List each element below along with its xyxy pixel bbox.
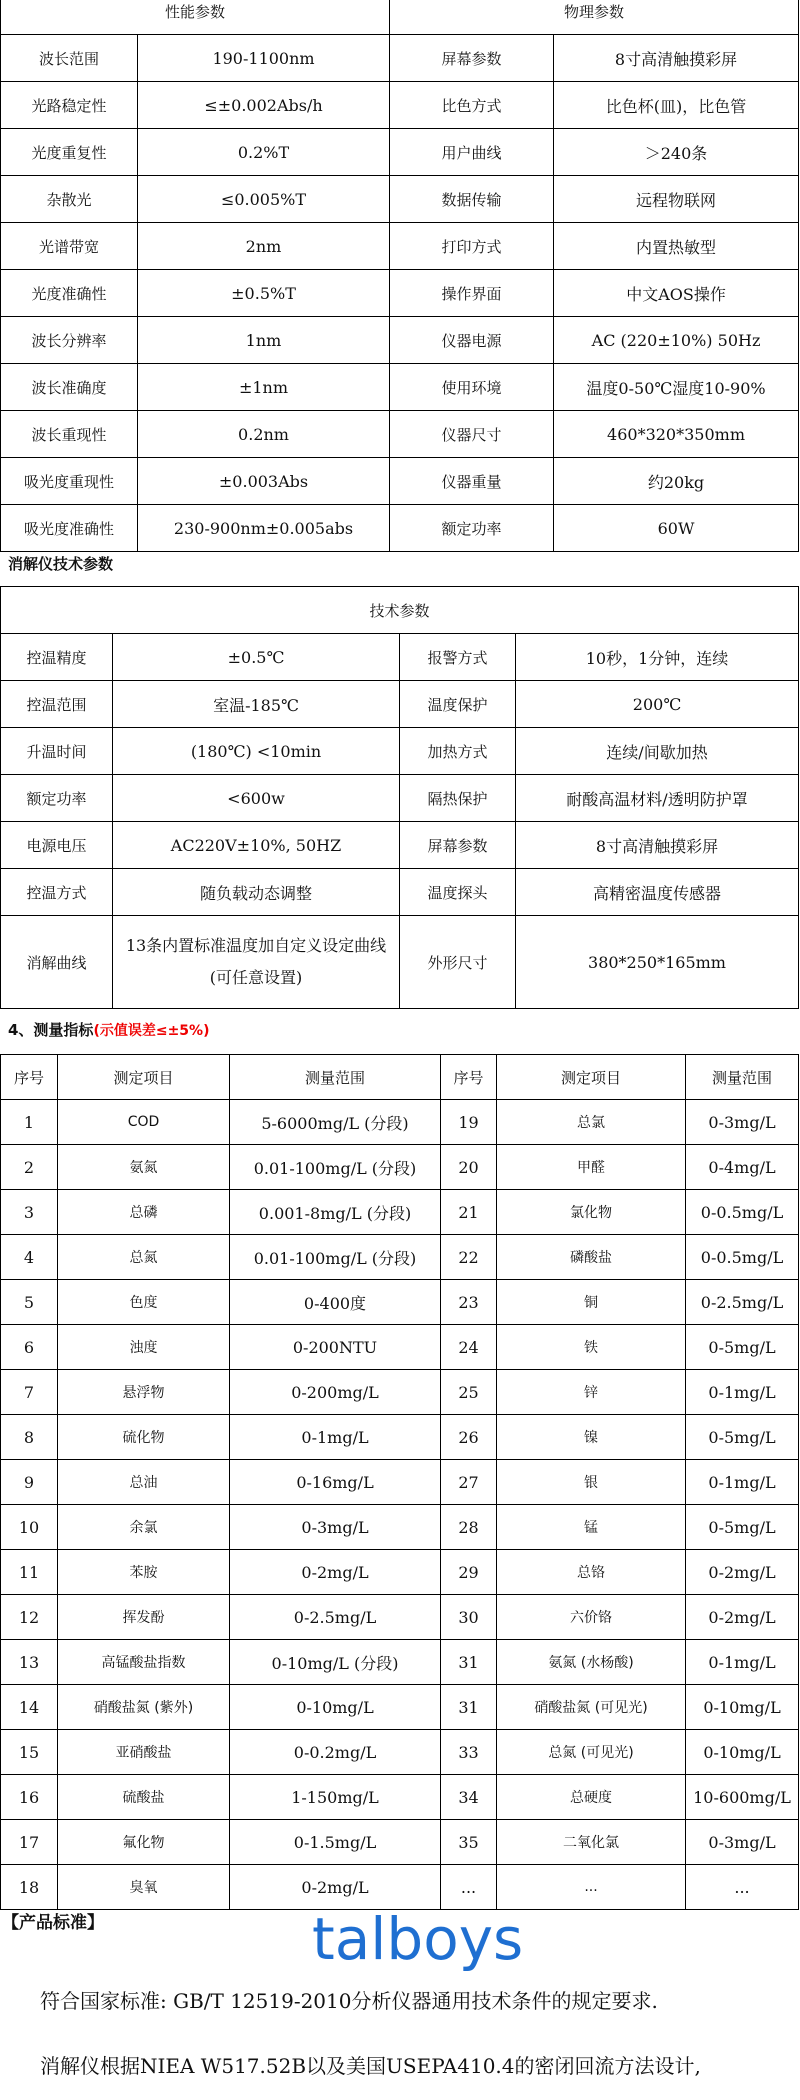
table-row	[1, 1730, 799, 1775]
index-cell: 14	[1, 1685, 58, 1730]
item-cell: 硝酸盐氮 (紫外)	[58, 1685, 230, 1730]
index-cell: 15	[1, 1730, 58, 1775]
table-row	[1, 505, 799, 552]
param-value: 13条内置标准温度加自定义设定曲线 (可任意设置)	[113, 916, 400, 1009]
item-cell: 氨氮	[58, 1145, 230, 1190]
param-label: 控温范围	[1, 681, 113, 728]
param-label: 光谱带宽	[1, 223, 138, 270]
range-cell: 0-2mg/L	[230, 1550, 441, 1595]
measure-section-title	[8, 1019, 209, 1040]
index-cell: 1	[1, 1100, 58, 1145]
param-label: 控温方式	[1, 869, 113, 916]
item-cell: 硫化物	[58, 1415, 230, 1460]
param-value: 高精密温度传感器	[516, 869, 799, 916]
range-cell: 0-2mg/L	[686, 1550, 799, 1595]
range-cell: 0-3mg/L	[686, 1100, 799, 1145]
range-cell: ...	[686, 1865, 799, 1910]
item-cell: 总氯	[497, 1100, 686, 1145]
table-row	[1, 681, 799, 728]
table-row	[1, 1190, 799, 1235]
range-cell: 0-5mg/L	[686, 1325, 799, 1370]
table-row	[1, 1505, 799, 1550]
param-label: 升温时间	[1, 728, 113, 775]
item-cell: 臭氧	[58, 1865, 230, 1910]
range-cell: 5-6000mg/L (分段)	[230, 1100, 441, 1145]
standard-section-title: 【产品标准】	[2, 1913, 104, 1933]
item-cell: 总氮 (可见光)	[497, 1730, 686, 1775]
index-cell: 31	[441, 1640, 497, 1685]
param-value: ≤0.005%T	[138, 176, 390, 223]
table-row	[1, 1280, 799, 1325]
range-cell: 0-4mg/L	[686, 1145, 799, 1190]
header-technical: 技术参数	[1, 587, 799, 634]
range-cell: 0-0.5mg/L	[686, 1235, 799, 1280]
table-row	[1, 1145, 799, 1190]
table-row	[1, 634, 799, 681]
param-label: 操作界面	[390, 270, 554, 317]
standard-line-2: 消解仪根据NIEA W517.52B以及美国USEPA410.4的密闭回流方法设计,	[40, 2054, 701, 2078]
param-value: ±1nm	[138, 364, 390, 411]
param-label: 使用环境	[390, 364, 554, 411]
table-row	[1, 1415, 799, 1460]
table-row	[1, 129, 799, 176]
logo-text: talboys	[312, 1905, 524, 1973]
table-row	[1, 317, 799, 364]
param-value: (180℃) <10min	[113, 728, 400, 775]
param-value: 约20kg	[554, 458, 799, 505]
param-label: 打印方式	[390, 223, 554, 270]
param-value: ±0.003Abs	[138, 458, 390, 505]
range-cell: 0-3mg/L	[230, 1505, 441, 1550]
param-label: 消解曲线	[1, 916, 113, 1009]
param-label: 加热方式	[400, 728, 516, 775]
table-row	[1, 1370, 799, 1415]
param-label: 温度保护	[400, 681, 516, 728]
table-row	[1, 1100, 799, 1145]
param-label: 吸光度准确性	[1, 505, 138, 552]
table-row	[1, 1775, 799, 1820]
param-label: 光路稳定性	[1, 82, 138, 129]
column-header: 测定项目	[58, 1055, 230, 1100]
range-cell: 10-600mg/L	[686, 1775, 799, 1820]
param-value: 比色杯(皿)，比色管	[554, 82, 799, 129]
table-row	[1, 458, 799, 505]
index-cell: 30	[441, 1595, 497, 1640]
index-cell: 2	[1, 1145, 58, 1190]
item-cell: 总铬	[497, 1550, 686, 1595]
param-value: 230-900nm±0.005abs	[138, 505, 390, 552]
range-cell: 0.001-8mg/L (分段)	[230, 1190, 441, 1235]
range-cell: 0-1mg/L	[686, 1640, 799, 1685]
range-cell: 0-0.5mg/L	[686, 1190, 799, 1235]
param-value: ±0.5%T	[138, 270, 390, 317]
table-header-row	[1, 587, 799, 634]
item-cell: COD	[58, 1100, 230, 1145]
digester-section-title: 消解仪技术参数	[8, 555, 114, 573]
range-cell: 0-10mg/L	[686, 1685, 799, 1730]
range-cell: 1-150mg/L	[230, 1775, 441, 1820]
index-cell: 28	[441, 1505, 497, 1550]
param-value: 温度0-50℃湿度10-90%	[554, 364, 799, 411]
table-row	[1, 822, 799, 869]
index-cell: 4	[1, 1235, 58, 1280]
table-header-row	[1, 1055, 799, 1100]
param-label: 仪器尺寸	[390, 411, 554, 458]
param-label: 报警方式	[400, 634, 516, 681]
item-cell: 总油	[58, 1460, 230, 1505]
param-label: 电源电压	[1, 822, 113, 869]
range-cell: 0-1mg/L	[686, 1460, 799, 1505]
item-cell: 亚硝酸盐	[58, 1730, 230, 1775]
table-row	[1, 176, 799, 223]
param-label: 屏幕参数	[390, 35, 554, 82]
index-cell: 6	[1, 1325, 58, 1370]
param-value: 随负载动态调整	[113, 869, 400, 916]
table-row	[1, 1595, 799, 1640]
index-cell: 3	[1, 1190, 58, 1235]
measurement-table	[0, 1054, 799, 1910]
param-label: 用户曲线	[390, 129, 554, 176]
index-cell: 34	[441, 1775, 497, 1820]
param-label: 吸光度重现性	[1, 458, 138, 505]
index-cell: 11	[1, 1550, 58, 1595]
item-cell: 铜	[497, 1280, 686, 1325]
standard-line-1: 符合国家标准: GB/T 12519-2010分析仪器通用技术条件的规定要求.	[40, 1989, 658, 2013]
item-cell: 锌	[497, 1370, 686, 1415]
range-cell: 0-3mg/L	[686, 1820, 799, 1865]
column-header: 序号	[1, 1055, 58, 1100]
table-row	[1, 1865, 799, 1910]
item-cell: 氨氮 (水杨酸)	[497, 1640, 686, 1685]
param-value: ≤±0.002Abs/h	[138, 82, 390, 129]
item-cell: 锰	[497, 1505, 686, 1550]
index-cell: 20	[441, 1145, 497, 1190]
index-cell: 24	[441, 1325, 497, 1370]
index-cell: 35	[441, 1820, 497, 1865]
range-cell: 0-200NTU	[230, 1325, 441, 1370]
table-header-row	[1, 0, 799, 35]
item-cell: 硫酸盐	[58, 1775, 230, 1820]
table-row	[1, 1820, 799, 1865]
item-cell: 总硬度	[497, 1775, 686, 1820]
index-cell: 10	[1, 1505, 58, 1550]
table-row	[1, 775, 799, 822]
param-label: 隔热保护	[400, 775, 516, 822]
column-header: 序号	[441, 1055, 497, 1100]
param-value: 10秒，1分钟，连续	[516, 634, 799, 681]
range-cell: 0-5mg/L	[686, 1505, 799, 1550]
param-value: ±0.5℃	[113, 634, 400, 681]
range-cell: 0-10mg/L	[686, 1730, 799, 1775]
header-performance: 性能参数	[1, 0, 390, 35]
index-cell: 9	[1, 1460, 58, 1505]
param-value: 中文AOS操作	[554, 270, 799, 317]
item-cell: 浊度	[58, 1325, 230, 1370]
param-value: 1nm	[138, 317, 390, 364]
range-cell: 0.01-100mg/L (分段)	[230, 1145, 441, 1190]
item-cell: 高锰酸盐指数	[58, 1640, 230, 1685]
table-row	[1, 1460, 799, 1505]
param-label: 控温精度	[1, 634, 113, 681]
range-cell: 0-2mg/L	[686, 1595, 799, 1640]
item-cell: 挥发酚	[58, 1595, 230, 1640]
range-cell: 0-10mg/L (分段)	[230, 1640, 441, 1685]
column-header: 测定项目	[497, 1055, 686, 1100]
item-cell: 六价铬	[497, 1595, 686, 1640]
index-cell: 8	[1, 1415, 58, 1460]
param-label: 波长重现性	[1, 411, 138, 458]
index-cell: 19	[441, 1100, 497, 1145]
param-value: 远程物联网	[554, 176, 799, 223]
item-cell: 镍	[497, 1415, 686, 1460]
table-row	[1, 1235, 799, 1280]
column-header: 测量范围	[230, 1055, 441, 1100]
param-label: 仪器电源	[390, 317, 554, 364]
table-row	[1, 869, 799, 916]
table-row	[1, 270, 799, 317]
measure-title-text: 4、测量指标	[8, 1021, 94, 1039]
param-label: 温度探头	[400, 869, 516, 916]
item-cell: 苯胺	[58, 1550, 230, 1595]
item-cell: 总磷	[58, 1190, 230, 1235]
item-cell: 余氯	[58, 1505, 230, 1550]
param-label: 数据传输	[390, 176, 554, 223]
param-label: 光度准确性	[1, 270, 138, 317]
range-cell: 0-2.5mg/L	[686, 1280, 799, 1325]
index-cell: 31	[441, 1685, 497, 1730]
index-cell: 16	[1, 1775, 58, 1820]
table-row	[1, 411, 799, 458]
item-cell: 甲醛	[497, 1145, 686, 1190]
param-value: 190-1100nm	[138, 35, 390, 82]
param-value: 耐酸高温材料/透明防护罩	[516, 775, 799, 822]
item-cell: 铁	[497, 1325, 686, 1370]
param-label: 额定功率	[1, 775, 113, 822]
index-cell: 17	[1, 1820, 58, 1865]
talboys-logo	[310, 1905, 570, 1973]
index-cell: 21	[441, 1190, 497, 1235]
index-cell: 33	[441, 1730, 497, 1775]
index-cell: 27	[441, 1460, 497, 1505]
range-cell: 0-10mg/L	[230, 1685, 441, 1730]
range-cell: 0-5mg/L	[686, 1415, 799, 1460]
param-value: AC (220±10%) 50Hz	[554, 317, 799, 364]
range-cell: 0-200mg/L	[230, 1370, 441, 1415]
item-cell: 硝酸盐氮 (可见光)	[497, 1685, 686, 1730]
param-label: 仪器重量	[390, 458, 554, 505]
range-cell: 0-1mg/L	[686, 1370, 799, 1415]
range-cell: 0-16mg/L	[230, 1460, 441, 1505]
param-label: 杂散光	[1, 176, 138, 223]
param-value: 内置热敏型	[554, 223, 799, 270]
digester-parameters-table	[0, 586, 799, 1009]
item-cell: 氟化物	[58, 1820, 230, 1865]
index-cell: 26	[441, 1415, 497, 1460]
param-value: <600w	[113, 775, 400, 822]
param-value: 460*320*350mm	[554, 411, 799, 458]
table-row	[1, 223, 799, 270]
index-cell: 5	[1, 1280, 58, 1325]
range-cell: 0-2mg/L	[230, 1865, 441, 1910]
param-label: 屏幕参数	[400, 822, 516, 869]
table-row	[1, 1640, 799, 1685]
item-cell: 二氧化氯	[497, 1820, 686, 1865]
item-cell: 氯化物	[497, 1190, 686, 1235]
table-row	[1, 35, 799, 82]
param-value: 连续/间歇加热	[516, 728, 799, 775]
param-value: 室温-185℃	[113, 681, 400, 728]
param-label: 光度重复性	[1, 129, 138, 176]
index-cell: 25	[441, 1370, 497, 1415]
range-cell: 0.01-100mg/L (分段)	[230, 1235, 441, 1280]
param-value: 0.2%T	[138, 129, 390, 176]
index-cell: 12	[1, 1595, 58, 1640]
table-row	[1, 728, 799, 775]
table-row	[1, 916, 799, 1009]
column-header: 测量范围	[686, 1055, 799, 1100]
index-cell: 7	[1, 1370, 58, 1415]
param-value: ＞240条	[554, 129, 799, 176]
param-value: 8寸高清触摸彩屏	[554, 35, 799, 82]
param-label: 比色方式	[390, 82, 554, 129]
param-label: 波长分辨率	[1, 317, 138, 364]
param-value: 60W	[554, 505, 799, 552]
param-value: 8寸高清触摸彩屏	[516, 822, 799, 869]
table-row	[1, 1685, 799, 1730]
param-label: 外形尺寸	[400, 916, 516, 1009]
index-cell: 23	[441, 1280, 497, 1325]
index-cell: 29	[441, 1550, 497, 1595]
range-cell: 0-1mg/L	[230, 1415, 441, 1460]
table-row	[1, 1325, 799, 1370]
param-label: 额定功率	[390, 505, 554, 552]
param-value: 200℃	[516, 681, 799, 728]
item-cell: 磷酸盐	[497, 1235, 686, 1280]
header-physical: 物理参数	[390, 0, 799, 35]
index-cell: 13	[1, 1640, 58, 1685]
item-cell: ...	[497, 1865, 686, 1910]
range-cell: 0-400度	[230, 1280, 441, 1325]
param-label: 波长准确度	[1, 364, 138, 411]
param-value: 2nm	[138, 223, 390, 270]
index-cell: 22	[441, 1235, 497, 1280]
item-cell: 悬浮物	[58, 1370, 230, 1415]
measure-error-note: (示值误差≤±5%)	[93, 1023, 210, 1039]
range-cell: 0-0.2mg/L	[230, 1730, 441, 1775]
table-row	[1, 1550, 799, 1595]
range-cell: 0-1.5mg/L	[230, 1820, 441, 1865]
performance-parameters-table	[0, 0, 799, 552]
range-cell: 0-2.5mg/L	[230, 1595, 441, 1640]
table-row	[1, 364, 799, 411]
item-cell: 总氮	[58, 1235, 230, 1280]
table-row	[1, 82, 799, 129]
param-label: 波长范围	[1, 35, 138, 82]
item-cell: 色度	[58, 1280, 230, 1325]
index-cell: 18	[1, 1865, 58, 1910]
param-value: 380*250*165mm	[516, 916, 799, 1009]
item-cell: 银	[497, 1460, 686, 1505]
index-cell: ...	[441, 1865, 497, 1910]
param-value: 0.2nm	[138, 411, 390, 458]
param-value: AC220V±10%, 50HZ	[113, 822, 400, 869]
